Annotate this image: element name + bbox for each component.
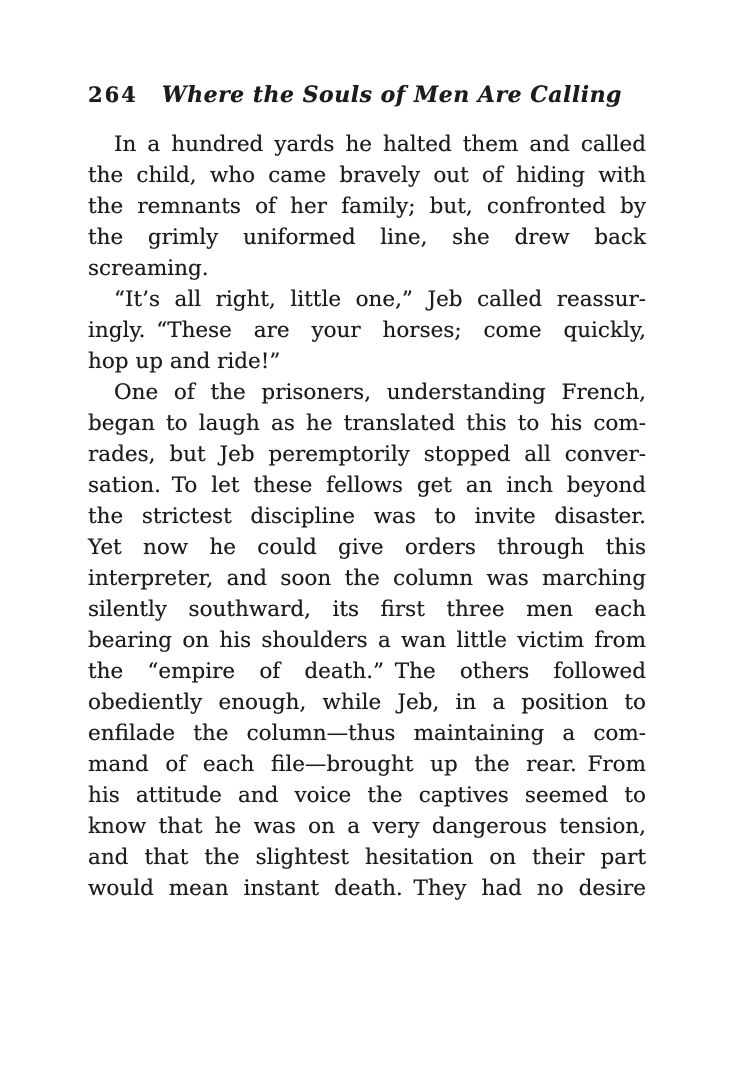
text-line: know that he was on a very dangerous tension, bbox=[88, 814, 646, 839]
text-line: screaming. bbox=[88, 256, 209, 281]
text-line: the strictest discipline was to invite disaster. bbox=[88, 504, 646, 529]
text-line: Yet now he could give orders through this bbox=[88, 535, 646, 560]
text-line: the child, who came bravely out of hiding with bbox=[88, 163, 646, 188]
text-line: interpreter, and soon the column was marching bbox=[88, 566, 646, 591]
text-line: the remnants of her family; but, confronted by bbox=[88, 194, 646, 219]
body-text bbox=[88, 129, 646, 904]
paragraph bbox=[88, 284, 646, 377]
text-line: sation. To let these fellows get an inch beyond bbox=[88, 473, 646, 498]
text-line: the grimly uniformed line, she drew back bbox=[88, 225, 646, 250]
text-line: and that the slightest hesitation on their part bbox=[88, 845, 646, 870]
text-line: obediently enough, while Jeb, in a position to bbox=[88, 690, 646, 715]
text-line: his attitude and voice the captives seemed to bbox=[88, 783, 646, 808]
running-title: Where the Souls of Men Are Calling bbox=[161, 82, 622, 108]
text-line: “It’s all right, little one,” Jeb called reassur- bbox=[114, 287, 646, 312]
text-line: enfilade the column—thus maintaining a com- bbox=[88, 721, 646, 746]
text-line: In a hundred yards he halted them and called bbox=[114, 132, 646, 157]
text-line: silently southward, its first three men each bbox=[88, 597, 646, 622]
text-line: rades, but Jeb peremptorily stopped all conver- bbox=[88, 442, 646, 467]
text-line: mand of each file—brought up the rear. From bbox=[88, 752, 646, 777]
text-line: the “empire of death.” The others followed bbox=[88, 659, 646, 684]
text-line: hop up and ride!” bbox=[88, 349, 281, 374]
text-line: began to laugh as he translated this to his com- bbox=[88, 411, 646, 436]
text-line: bearing on his shoulders a wan little victim from bbox=[88, 628, 646, 653]
paragraph bbox=[88, 129, 646, 284]
page-number: 264 bbox=[88, 82, 138, 107]
page-header bbox=[88, 82, 646, 108]
text-line: ingly. “These are your horses; come quickly, bbox=[88, 318, 646, 343]
text-line: would mean instant death. They had no desire bbox=[88, 876, 646, 901]
text-line: One of the prisoners, understanding French, bbox=[114, 380, 646, 405]
paragraph bbox=[88, 377, 646, 904]
